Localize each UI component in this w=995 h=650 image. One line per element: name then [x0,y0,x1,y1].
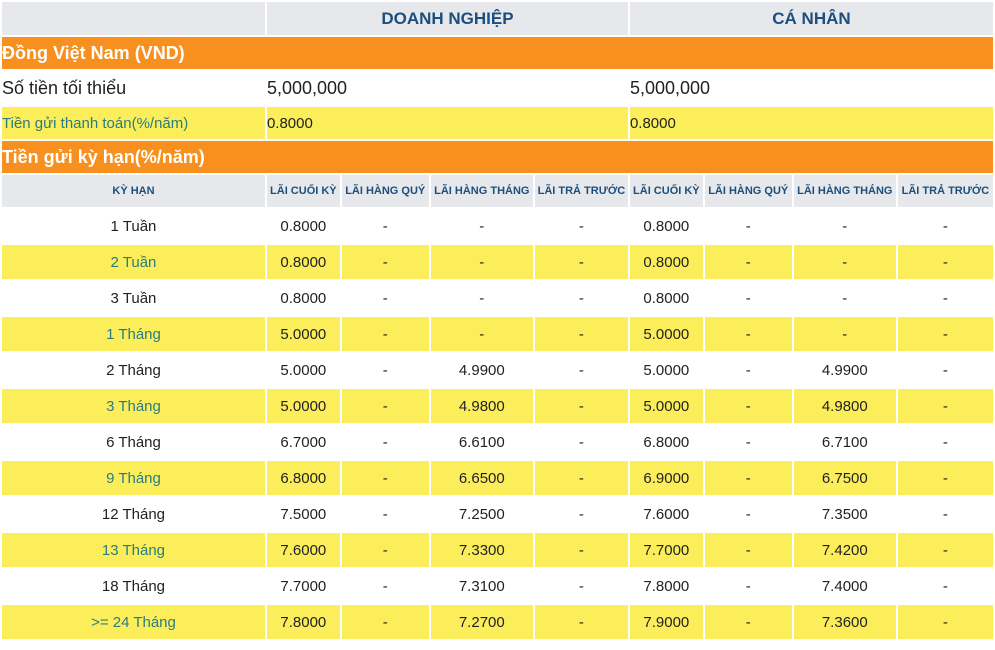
term-cell: 2 Tháng [2,353,265,387]
currency-section-title: Đồng Việt Nam (VND) [2,37,993,69]
personal-rate-cell: - [794,281,896,315]
personal-rate-cell: - [705,533,792,567]
minimum-amount-row [2,71,993,105]
personal-rate-cell: - [898,605,993,639]
personal-rate-cell: 6.7500 [794,461,896,495]
table-row [2,209,993,243]
personal-rate-cell: - [898,533,993,567]
personal-rate-cell: - [705,245,792,279]
personal-rate-cell: - [898,317,993,351]
customer-group-header-row [2,2,993,35]
business-rate-cell: - [342,605,429,639]
term-deposit-section-title: Tiền gửi kỳ hạn(%/năm) [2,141,993,173]
term-cell: 1 Tháng [2,317,265,351]
table-row [2,425,993,459]
personal-rate-cell: 7.4200 [794,533,896,567]
business-rate-cell: - [342,389,429,423]
business-rate-cell: - [342,353,429,387]
business-rate-cell: 7.7000 [267,569,340,603]
payment-deposit-row [2,107,993,139]
personal-rate-cell: 0.8000 [630,209,703,243]
business-rate-cell: 7.2700 [431,605,533,639]
term-cell: 2 Tuần [2,245,265,279]
business-rate-cell: 6.6500 [431,461,533,495]
term-cell: 3 Tháng [2,389,265,423]
term-cell: 6 Tháng [2,425,265,459]
column-header-personal-upfront: LÃI TRẢ TRƯỚC [898,175,993,207]
business-rate-cell: - [535,461,628,495]
business-rate-cell: - [342,461,429,495]
personal-rate-cell: - [705,425,792,459]
personal-rate-cell: - [705,497,792,531]
personal-rate-cell: - [705,605,792,639]
business-rate-cell: - [535,281,628,315]
column-header-personal-end-of-term: LÃI CUỐI KỲ [630,175,703,207]
column-header-term: KỲ HẠN [2,175,265,207]
personal-rate-cell: - [898,389,993,423]
term-cell: 12 Tháng [2,497,265,531]
business-rate-cell: - [535,353,628,387]
business-rate-cell: - [535,605,628,639]
rate-rows [2,209,993,639]
table-row [2,533,993,567]
personal-rate-cell: - [705,569,792,603]
term-cell: 9 Tháng [2,461,265,495]
table-row [2,389,993,423]
business-rate-cell: - [535,533,628,567]
business-rate-cell: 5.0000 [267,317,340,351]
business-rate-cell: 6.6100 [431,425,533,459]
business-rate-cell: 4.9800 [431,389,533,423]
business-rate-cell: - [535,209,628,243]
personal-rate-cell: - [898,461,993,495]
personal-rate-cell: - [794,245,896,279]
term-cell: >= 24 Tháng [2,605,265,639]
business-rate-cell: 6.7000 [267,425,340,459]
minimum-amount-personal: 5,000,000 [630,71,993,105]
table-row [2,245,993,279]
personal-rate-cell: - [898,425,993,459]
personal-rate-cell: - [794,209,896,243]
personal-rate-cell: 7.6000 [630,497,703,531]
business-rate-cell: - [431,281,533,315]
column-header-business-quarterly: LÃI HÀNG QUÝ [342,175,429,207]
business-group-header: DOANH NGHIỆP [267,2,628,35]
business-rate-cell: - [342,245,429,279]
business-rate-cell: - [535,425,628,459]
column-header-personal-monthly: LÃI HÀNG THÁNG [794,175,896,207]
personal-rate-cell: - [705,281,792,315]
term-deposit-section-row [2,141,993,173]
personal-rate-cell: 5.0000 [630,317,703,351]
business-rate-cell: - [431,317,533,351]
business-rate-cell: - [342,533,429,567]
column-header-row [2,175,993,207]
table-row [2,497,993,531]
table-row [2,605,993,639]
business-rate-cell: 0.8000 [267,281,340,315]
table-row [2,569,993,603]
business-rate-cell: - [535,317,628,351]
currency-section-row [2,37,993,69]
personal-rate-cell: 0.8000 [630,281,703,315]
personal-rate-cell: 7.9000 [630,605,703,639]
term-cell: 13 Tháng [2,533,265,567]
minimum-amount-label: Số tiền tối thiểu [2,71,265,105]
business-rate-cell: - [342,281,429,315]
column-header-business-upfront: LÃI TRẢ TRƯỚC [535,175,628,207]
business-rate-cell: 0.8000 [267,245,340,279]
personal-rate-cell: 6.8000 [630,425,703,459]
personal-group-header: CÁ NHÂN [630,2,993,35]
business-rate-cell: 7.6000 [267,533,340,567]
personal-rate-cell: 5.0000 [630,353,703,387]
payment-deposit-personal: 0.8000 [630,107,993,139]
personal-rate-cell: 0.8000 [630,245,703,279]
payment-deposit-business: 0.8000 [267,107,628,139]
personal-rate-cell: 6.9000 [630,461,703,495]
personal-rate-cell: 4.9800 [794,389,896,423]
business-rate-cell: 7.2500 [431,497,533,531]
business-rate-cell: 7.3100 [431,569,533,603]
business-rate-cell: - [431,245,533,279]
personal-rate-cell: - [898,353,993,387]
table-row [2,461,993,495]
column-header-business-monthly: LÃI HÀNG THÁNG [431,175,533,207]
minimum-amount-business: 5,000,000 [267,71,628,105]
personal-rate-cell: 5.0000 [630,389,703,423]
term-cell: 1 Tuần [2,209,265,243]
personal-rate-cell: - [705,317,792,351]
personal-rate-cell: - [705,353,792,387]
personal-rate-cell: 7.4000 [794,569,896,603]
personal-rate-cell: - [705,389,792,423]
business-rate-cell: - [342,425,429,459]
business-rate-cell: 7.5000 [267,497,340,531]
personal-rate-cell: - [898,209,993,243]
business-rate-cell: - [535,245,628,279]
payment-deposit-label: Tiền gửi thanh toán(%/năm) [2,107,265,139]
table-row [2,317,993,351]
business-rate-cell: 4.9900 [431,353,533,387]
personal-rate-cell: 6.7100 [794,425,896,459]
business-rate-cell: - [342,569,429,603]
business-rate-cell: - [535,497,628,531]
personal-rate-cell: 7.3500 [794,497,896,531]
table-row [2,281,993,315]
business-rate-cell: 6.8000 [267,461,340,495]
personal-rate-cell: - [898,569,993,603]
column-header-personal-quarterly: LÃI HÀNG QUÝ [705,175,792,207]
column-header-business-end-of-term: LÃI CUỐI KỲ [267,175,340,207]
business-rate-cell: - [342,209,429,243]
personal-rate-cell: - [898,497,993,531]
business-rate-cell: - [535,569,628,603]
business-rate-cell: 0.8000 [267,209,340,243]
personal-rate-cell: - [705,209,792,243]
business-rate-cell: - [342,497,429,531]
personal-rate-cell: 4.9900 [794,353,896,387]
personal-rate-cell: 7.7000 [630,533,703,567]
term-cell: 18 Tháng [2,569,265,603]
business-rate-cell: 5.0000 [267,389,340,423]
business-rate-cell: - [431,209,533,243]
business-rate-cell: - [342,317,429,351]
personal-rate-cell: - [705,461,792,495]
personal-rate-cell: - [898,281,993,315]
term-cell: 3 Tuần [2,281,265,315]
business-rate-cell: - [535,389,628,423]
business-rate-cell: 7.8000 [267,605,340,639]
personal-rate-cell: 7.3600 [794,605,896,639]
personal-rate-cell: - [898,245,993,279]
business-rate-cell: 7.3300 [431,533,533,567]
business-rate-cell: 5.0000 [267,353,340,387]
personal-rate-cell: - [794,317,896,351]
personal-rate-cell: 7.8000 [630,569,703,603]
table-row [2,353,993,387]
header-spacer [2,2,265,35]
